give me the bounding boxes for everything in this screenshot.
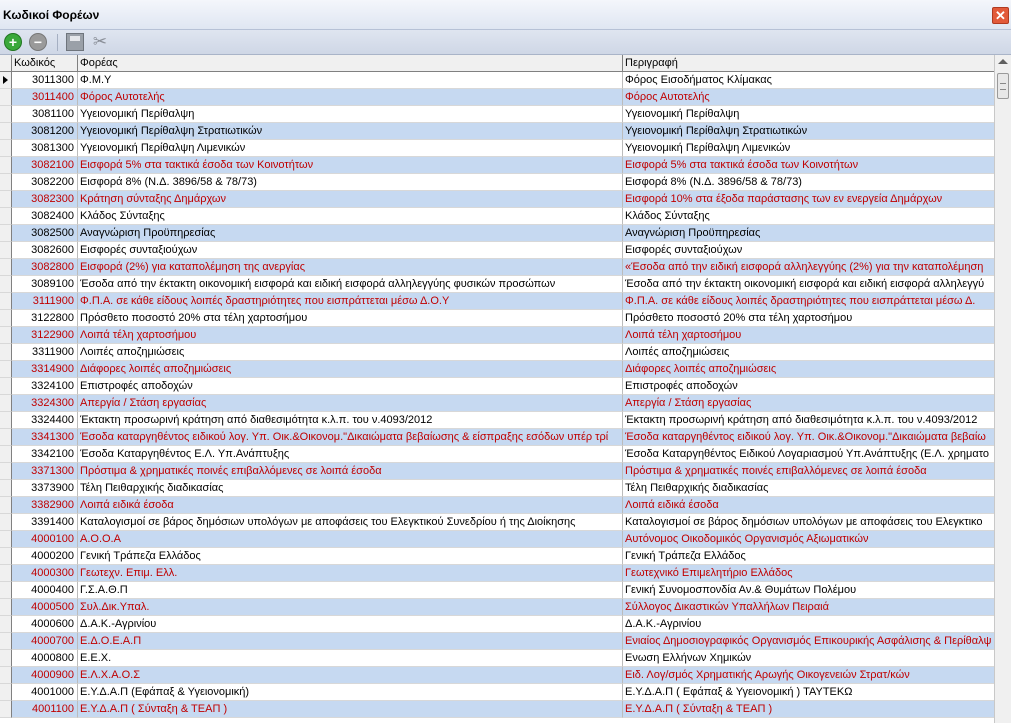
row-selector[interactable] [0, 157, 12, 174]
table-row[interactable] [0, 531, 994, 548]
cell-entity[interactable]: Ε.Δ.Ο.Ε.Α.Π [78, 633, 623, 650]
cell-entity[interactable]: Εισφορά (2%) για καταπολέμηση της ανεργίας [78, 259, 623, 276]
cell-description[interactable]: Έσοδα Καταργηθέντος Ειδικού Λογαριασμού Υπ.Ανάπτυξης (Ε.Λ. χρηματο [623, 446, 994, 463]
table-row[interactable] [0, 140, 994, 157]
table-row[interactable] [0, 412, 994, 429]
cell-code[interactable]: 4000400 [12, 582, 78, 599]
row-selector[interactable] [0, 565, 12, 582]
row-selector[interactable] [0, 327, 12, 344]
cell-code[interactable]: 4001000 [12, 684, 78, 701]
table-row[interactable] [0, 667, 994, 684]
row-selector[interactable] [0, 242, 12, 259]
cell-code[interactable]: 4000500 [12, 599, 78, 616]
cell-code[interactable]: 3089100 [12, 276, 78, 293]
cell-code[interactable]: 3082100 [12, 157, 78, 174]
cell-entity[interactable]: Καταλογισμοί σε βάρος δημόσιων υπολόγων με αποφάσεις του Ελεγκτικού Συνεδρίου ή της Διοίκησης [78, 514, 623, 531]
cell-code[interactable]: 4000300 [12, 565, 78, 582]
row-selector[interactable] [0, 123, 12, 140]
cell-code[interactable]: 4000600 [12, 616, 78, 633]
cell-entity[interactable]: Συλ.Δικ.Υπαλ. [78, 599, 623, 616]
row-selector[interactable] [0, 684, 12, 701]
cell-description[interactable]: Εισφορά 5% στα τακτικά έσοδα των Κοινοτήτων [623, 157, 994, 174]
cell-code[interactable]: 3371300 [12, 463, 78, 480]
table-row[interactable] [0, 225, 994, 242]
cell-description[interactable]: Ενωση Ελλήνων Χημικών [623, 650, 994, 667]
cell-description[interactable]: Φ.Π.Α. σε κάθε είδους λοιπές δραστηριότητες που εισπράττεται μέσω Δ. [623, 293, 994, 310]
add-icon[interactable]: + [4, 33, 22, 51]
cell-description[interactable]: Υγειονομική Περίθαλψη Στρατιωτικών [623, 123, 994, 140]
table-row[interactable] [0, 395, 994, 412]
row-selector[interactable] [0, 395, 12, 412]
row-selector[interactable] [0, 191, 12, 208]
cell-entity[interactable]: Εισφορές συνταξιούχων [78, 242, 623, 259]
cell-description[interactable]: Επιστροφές αποδοχών [623, 378, 994, 395]
row-selector[interactable] [0, 361, 12, 378]
window-title: Κωδικοί Φορέων [3, 8, 100, 22]
cell-code[interactable]: 3324400 [12, 412, 78, 429]
table-row[interactable] [0, 293, 994, 310]
cell-code[interactable]: 3311900 [12, 344, 78, 361]
row-selector[interactable] [0, 344, 12, 361]
cell-description[interactable]: Εισφορά 10% στα έξοδα παράστασης των εν ενεργεία Δημάρχων [623, 191, 994, 208]
row-selector[interactable] [0, 412, 12, 429]
cell-code[interactable]: 4000700 [12, 633, 78, 650]
table-row[interactable] [0, 599, 994, 616]
cell-entity[interactable]: Κράτηση σύνταξης Δημάρχων [78, 191, 623, 208]
table-row[interactable] [0, 463, 994, 480]
table-row[interactable] [0, 650, 994, 667]
cell-entity[interactable]: Έκτακτη προσωρινή κράτηση από διαθεσιμότητα κ.λ.π. του ν.4093/2012 [78, 412, 623, 429]
cell-description[interactable]: Λοιπές αποζημιώσεις [623, 344, 994, 361]
cell-code[interactable]: 3122800 [12, 310, 78, 327]
cell-entity[interactable]: Γενική Τράπεζα Ελλάδος [78, 548, 623, 565]
cell-description[interactable]: Φόρος Εισοδήματος Κλίμακας [623, 72, 994, 89]
cell-entity[interactable]: Επιστροφές αποδοχών [78, 378, 623, 395]
table-row[interactable] [0, 327, 994, 344]
row-selector[interactable] [0, 667, 12, 684]
row-selector[interactable] [0, 616, 12, 633]
row-selector[interactable] [0, 259, 12, 276]
cell-code[interactable]: 3082200 [12, 174, 78, 191]
grid-rows [0, 72, 994, 723]
cell-entity[interactable]: Ε.Υ.Δ.Α.Π (Εφάπαξ & Υγειονομική) [78, 684, 623, 701]
row-selector[interactable] [0, 293, 12, 310]
table-row[interactable] [0, 446, 994, 463]
cell-code[interactable]: 4001100 [12, 701, 78, 718]
cell-entity[interactable]: Πρόστιμα & χρηματικές ποινές επιβαλλόμενες σε λοιπά έσοδα [78, 463, 623, 480]
cell-entity[interactable]: Ε.Ε.Χ. [78, 650, 623, 667]
column-header-code[interactable]: Κωδικός [12, 55, 78, 71]
cell-code[interactable]: 4000100 [12, 531, 78, 548]
row-selector[interactable] [0, 429, 12, 446]
close-button[interactable]: ✕ [992, 7, 1009, 24]
cell-description[interactable]: Ε.Υ.Δ.Α.Π ( Σύνταξη & ΤΕΑΠ ) [623, 701, 994, 718]
remove-icon[interactable]: − [29, 33, 47, 51]
cell-description[interactable]: Τέλη Πειθαρχικής διαδικασίας [623, 480, 994, 497]
cell-description[interactable]: Απεργία / Στάση εργασίας [623, 395, 994, 412]
row-selector[interactable] [0, 548, 12, 565]
cell-description[interactable]: Ενιαίος Δημοσιογραφικός Οργανισμός Επικουρικής Ασφάλισης & Περίθαλψ [623, 633, 994, 650]
cell-entity[interactable]: Φόρος Αυτοτελής [78, 89, 623, 106]
row-selector[interactable] [0, 531, 12, 548]
cell-code[interactable]: 3082600 [12, 242, 78, 259]
row-selector[interactable] [0, 650, 12, 667]
table-row[interactable] [0, 123, 994, 140]
row-selector[interactable] [0, 599, 12, 616]
cell-entity[interactable]: Φ.Μ.Υ [78, 72, 623, 89]
table-row[interactable] [0, 191, 994, 208]
table-row[interactable] [0, 548, 994, 565]
row-selector[interactable] [0, 582, 12, 599]
cell-code[interactable]: 3011300 [12, 72, 78, 89]
cell-description[interactable]: Αυτόνομος Οικοδομικός Οργανισμός Αξιωματικών [623, 531, 994, 548]
cell-entity[interactable]: Ε.Λ.Χ.Α.Ο.Σ [78, 667, 623, 684]
row-selector[interactable] [0, 174, 12, 191]
cell-description[interactable]: Διάφορες λοιπές αποζημιώσεις [623, 361, 994, 378]
cell-code[interactable]: 4000800 [12, 650, 78, 667]
row-selector[interactable] [0, 140, 12, 157]
table-row[interactable] [0, 174, 994, 191]
row-selector[interactable] [0, 106, 12, 123]
row-header-corner [0, 55, 12, 71]
cell-entity[interactable]: Λοιπά τέλη χαρτοσήμου [78, 327, 623, 344]
cell-entity[interactable]: Γεωτεχν. Επιμ. Ελλ. [78, 565, 623, 582]
cell-description[interactable]: Γενική Συνομοσπονδία Αν.& Θυμάτων Πολέμου [623, 582, 994, 599]
cell-description[interactable]: «Έσοδα από την ειδική εισφορά αλληλεγγύης (2%) για την καταπολέμηση [623, 259, 994, 276]
cell-code[interactable]: 3324100 [12, 378, 78, 395]
cell-entity[interactable]: Διάφορες λοιπές αποζημιώσεις [78, 361, 623, 378]
cell-entity[interactable]: Υγειονομική Περίθαλψη [78, 106, 623, 123]
table-row[interactable] [0, 480, 994, 497]
cell-code[interactable]: 4000900 [12, 667, 78, 684]
cell-description[interactable]: Αναγνώριση Προϋπηρεσίας [623, 225, 994, 242]
scroll-up-icon[interactable] [998, 59, 1008, 64]
cell-code[interactable]: 3314900 [12, 361, 78, 378]
cell-description[interactable]: Καταλογισμοί σε βάρος δημόσιων υπολόγων με αποφάσεις του Ελεγκτικο [623, 514, 994, 531]
table-row[interactable] [0, 344, 994, 361]
cell-code[interactable]: 3081300 [12, 140, 78, 157]
cell-entity[interactable]: Εισφορά 8% (Ν.Δ. 3896/58 & 78/73) [78, 174, 623, 191]
cell-description[interactable]: Εισφορά 8% (Ν.Δ. 3896/58 & 78/73) [623, 174, 994, 191]
cell-code[interactable]: 3082800 [12, 259, 78, 276]
cell-description[interactable]: Γεωτεχνικό Επιμελητήριο Ελλάδος [623, 565, 994, 582]
table-row[interactable] [0, 429, 994, 446]
cell-description[interactable]: Φόρος Αυτοτελής [623, 89, 994, 106]
cell-code[interactable]: 3082300 [12, 191, 78, 208]
cell-description[interactable]: Υγειονομική Περίθαλψη Λιμενικών [623, 140, 994, 157]
cell-entity[interactable]: Φ.Π.Α. σε κάθε είδους λοιπές δραστηριότητες που εισπράττεται μέσω Δ.Ο.Υ [78, 293, 623, 310]
cell-description[interactable]: Λοιπά ειδικά έσοδα [623, 497, 994, 514]
row-selector[interactable] [0, 208, 12, 225]
table-row[interactable] [0, 208, 994, 225]
cell-description[interactable]: Γενική Τράπεζα Ελλάδος [623, 548, 994, 565]
cell-code[interactable]: 3081200 [12, 123, 78, 140]
table-row[interactable] [0, 497, 994, 514]
cell-entity[interactable]: Τέλη Πειθαρχικής διαδικασίας [78, 480, 623, 497]
cell-code[interactable]: 3111900 [12, 293, 78, 310]
cell-code[interactable]: 3082400 [12, 208, 78, 225]
row-selector[interactable] [0, 446, 12, 463]
cell-description[interactable]: Πρόσθετο ποσοστό 20% στα τέλη χαρτοσήμου [623, 310, 994, 327]
table-row[interactable] [0, 684, 994, 701]
cell-entity[interactable]: Ε.Υ.Δ.Α.Π ( Σύνταξη & ΤΕΑΠ ) [78, 701, 623, 718]
table-row[interactable] [0, 378, 994, 395]
cell-entity[interactable]: Δ.Α.Κ.-Αγρινίου [78, 616, 623, 633]
cell-entity[interactable]: Αναγνώριση Προϋπηρεσίας [78, 225, 623, 242]
row-selector[interactable] [0, 480, 12, 497]
row-selector[interactable] [0, 497, 12, 514]
cell-code[interactable]: 4000200 [12, 548, 78, 565]
table-row[interactable] [0, 310, 994, 327]
cell-entity[interactable]: Έσοδα Καταργηθέντος Ε.Λ. Υπ.Ανάπτυξης [78, 446, 623, 463]
cell-entity[interactable]: Απεργία / Στάση εργασίας [78, 395, 623, 412]
toolbar [0, 30, 1011, 55]
row-selector[interactable] [0, 701, 12, 718]
row-selector[interactable] [0, 72, 12, 89]
table-row[interactable] [0, 259, 994, 276]
cell-description[interactable]: Έσοδα από την έκτακτη οικονομική εισφορά και ειδική εισφορά αλληλεγγύ [623, 276, 994, 293]
cell-entity[interactable]: Λοιπά ειδικά έσοδα [78, 497, 623, 514]
cell-description[interactable]: Ε.Υ.Δ.Α.Π ( Εφάπαξ & Υγειονομική ) ΤΑΥΤΕΚΩ [623, 684, 994, 701]
row-selector[interactable] [0, 276, 12, 293]
table-row[interactable] [0, 361, 994, 378]
table-row[interactable] [0, 701, 994, 718]
cut-icon[interactable]: ✂ [92, 32, 108, 51]
table-row[interactable] [0, 633, 994, 650]
row-selector[interactable] [0, 378, 12, 395]
table-row[interactable] [0, 72, 994, 89]
data-grid [0, 55, 1011, 723]
toolbar-separator [57, 34, 58, 51]
row-selector[interactable] [0, 310, 12, 327]
cell-entity[interactable]: Γ.Σ.Α.Θ.Π [78, 582, 623, 599]
table-row[interactable] [0, 276, 994, 293]
cell-entity[interactable]: Λοιπές αποζημιώσεις [78, 344, 623, 361]
column-header-entity[interactable]: Φορέας [78, 55, 623, 71]
cell-description[interactable]: Έσοδα καταργηθέντος ειδικού λογ. Υπ. Οικ.&Οικονομ."Δικαιώματα βεβαίω [623, 429, 994, 446]
cell-code[interactable]: 3324300 [12, 395, 78, 412]
vertical-scrollbar[interactable] [994, 55, 1011, 723]
cell-code[interactable]: 3082500 [12, 225, 78, 242]
scroll-thumb[interactable] [997, 73, 1009, 99]
column-header-description[interactable]: Περιγραφή [625, 57, 678, 69]
cell-description[interactable]: Έκτακτη προσωρινή κράτηση από διαθεσιμότητα κ.λ.π. του ν.4093/2012 [623, 412, 994, 429]
cell-code[interactable]: 3341300 [12, 429, 78, 446]
cell-code[interactable]: 3373900 [12, 480, 78, 497]
cell-code[interactable]: 3122900 [12, 327, 78, 344]
cell-entity[interactable]: Έσοδα καταργηθέντος ειδικού λογ. Υπ. Οικ.&Οικονομ."Δικαιώματα βεβαίωσης & είσπραξης εσόδων υπέρ τρί [78, 429, 623, 446]
table-row[interactable] [0, 89, 994, 106]
cell-code[interactable]: 3342100 [12, 446, 78, 463]
table-row[interactable] [0, 242, 994, 259]
cell-code[interactable]: 3391400 [12, 514, 78, 531]
row-selector[interactable] [0, 514, 12, 531]
table-row[interactable] [0, 582, 994, 599]
row-selector[interactable] [0, 633, 12, 650]
cell-entity[interactable]: Υγειονομική Περίθαλψη Λιμενικών [78, 140, 623, 157]
save-icon[interactable] [66, 33, 84, 51]
table-row[interactable] [0, 616, 994, 633]
table-row[interactable] [0, 157, 994, 174]
cell-description[interactable]: Σύλλογος Δικαστικών Υπαλλήλων Πειραιά [623, 599, 994, 616]
table-row[interactable] [0, 514, 994, 531]
cell-description[interactable]: Εισφορές συνταξιούχων [623, 242, 994, 259]
cell-code[interactable]: 3011400 [12, 89, 78, 106]
cell-description[interactable]: Δ.Α.Κ.-Αγρινίου [623, 616, 994, 633]
cell-description[interactable]: Πρόστιμα & χρηματικές ποινές επιβαλλόμενες σε λοιπά έσοδα [623, 463, 994, 480]
cell-entity[interactable]: Εισφορά 5% στα τακτικά έσοδα των Κοινοτήτων [78, 157, 623, 174]
row-selector[interactable] [0, 89, 12, 106]
cell-entity[interactable]: Έσοδα από την έκτακτη οικονομική εισφορά και ειδική εισφορά αλληλεγγύης φυσικών προσώπων [78, 276, 623, 293]
cell-description[interactable]: Κλάδος Σύνταξης [623, 208, 994, 225]
grid-header [0, 55, 994, 72]
title-bar [0, 0, 1011, 30]
cell-description[interactable]: Λοιπά τέλη χαρτοσήμου [623, 327, 994, 344]
row-selector[interactable] [0, 463, 12, 480]
cell-description[interactable]: Ειδ. Λογ/σμός Χρηματικής Αρωγής Οικογενειών Στρατ/κών [623, 667, 994, 684]
current-row-arrow-icon [3, 76, 8, 84]
cell-entity[interactable]: Κλάδος Σύνταξης [78, 208, 623, 225]
table-row[interactable] [0, 106, 994, 123]
row-selector[interactable] [0, 225, 12, 242]
cell-entity[interactable]: Υγειονομική Περίθαλψη Στρατιωτικών [78, 123, 623, 140]
cell-code[interactable]: 3081100 [12, 106, 78, 123]
cell-code[interactable]: 3382900 [12, 497, 78, 514]
cell-description[interactable]: Υγειονομική Περίθαλψη [623, 106, 994, 123]
cell-entity[interactable]: Πρόσθετο ποσοστό 20% στα τέλη χαρτοσήμου [78, 310, 623, 327]
table-row[interactable] [0, 565, 994, 582]
cell-entity[interactable]: Α.Ο.Ο.Α [78, 531, 623, 548]
